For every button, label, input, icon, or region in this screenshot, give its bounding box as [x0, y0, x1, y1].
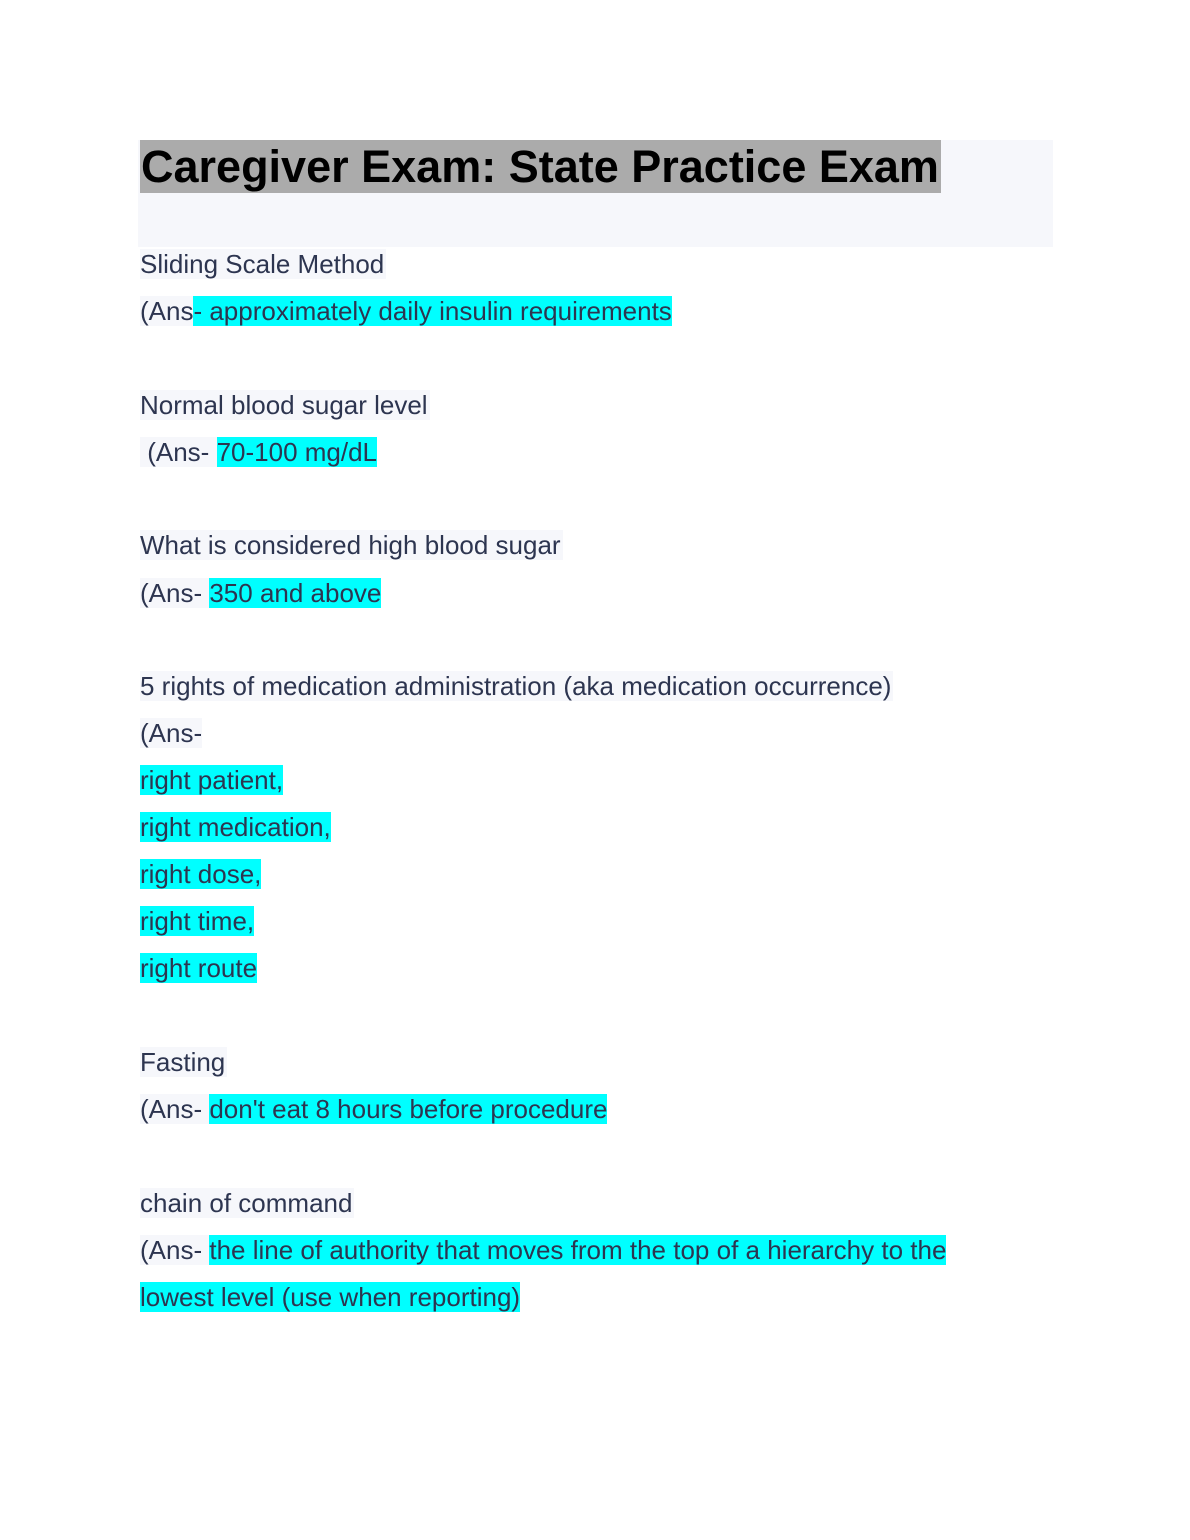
question-text: chain of command: [140, 1188, 353, 1218]
answer-highlight: don't eat 8 hours before procedure: [209, 1094, 608, 1124]
answer-highlight: right route: [140, 953, 258, 983]
question-sliding-scale: [140, 248, 386, 281]
question-high-blood-sugar: [140, 529, 563, 562]
answer-highlight: right medication,: [140, 812, 331, 842]
question-text: Fasting: [140, 1047, 226, 1077]
answer-highlight: - approximately daily insulin requirements: [193, 296, 672, 326]
answer-normal-blood-sugar: [140, 436, 377, 469]
answer-highlight: right patient,: [140, 765, 284, 795]
answer-prefix: (Ans-: [140, 1094, 210, 1124]
question-text: 5 rights of medication administration (aka medication occurrence): [140, 671, 892, 701]
answer-highlight: lowest level (use when reporting): [140, 1282, 521, 1312]
page-title: Caregiver Exam: State Practice Exam: [141, 141, 939, 192]
answer-sliding-scale: [140, 295, 672, 328]
answer-highlight: 70-100 mg/dL: [216, 437, 378, 467]
answer-prefix: (Ans-: [140, 437, 217, 467]
answer-prefix: (Ans: [140, 296, 194, 326]
answer-line-right-patient: [140, 764, 283, 797]
answer-prefix: (Ans-: [140, 718, 203, 748]
answer-chain-of-command-line-2: [140, 1281, 520, 1314]
question-fasting: [140, 1046, 227, 1079]
answer-fasting: [140, 1093, 607, 1126]
question-text: Normal blood sugar level: [140, 390, 428, 420]
answer-prefix-five-rights: [140, 717, 202, 750]
answer-prefix: (Ans-: [140, 578, 210, 608]
answer-line-right-dose: [140, 858, 261, 891]
answer-highlight: 350 and above: [209, 578, 382, 608]
answer-prefix: (Ans-: [140, 1235, 210, 1265]
answer-highlight: right time,: [140, 906, 255, 936]
answer-highlight: the line of authority that moves from the top of a hierarchy to the: [209, 1235, 947, 1265]
question-text: Sliding Scale Method: [140, 249, 385, 279]
answer-highlight: right dose,: [140, 859, 262, 889]
question-normal-blood-sugar: [140, 389, 430, 422]
question-chain-of-command: [140, 1187, 354, 1220]
answer-line-right-route: [140, 952, 257, 985]
question-five-rights: [140, 670, 893, 703]
answer-line-right-medication: [140, 811, 331, 844]
answer-high-blood-sugar: [140, 577, 381, 610]
answer-chain-of-command-line-1: [140, 1234, 946, 1267]
question-text: What is considered high blood sugar: [140, 530, 561, 560]
answer-line-right-time: [140, 905, 254, 938]
